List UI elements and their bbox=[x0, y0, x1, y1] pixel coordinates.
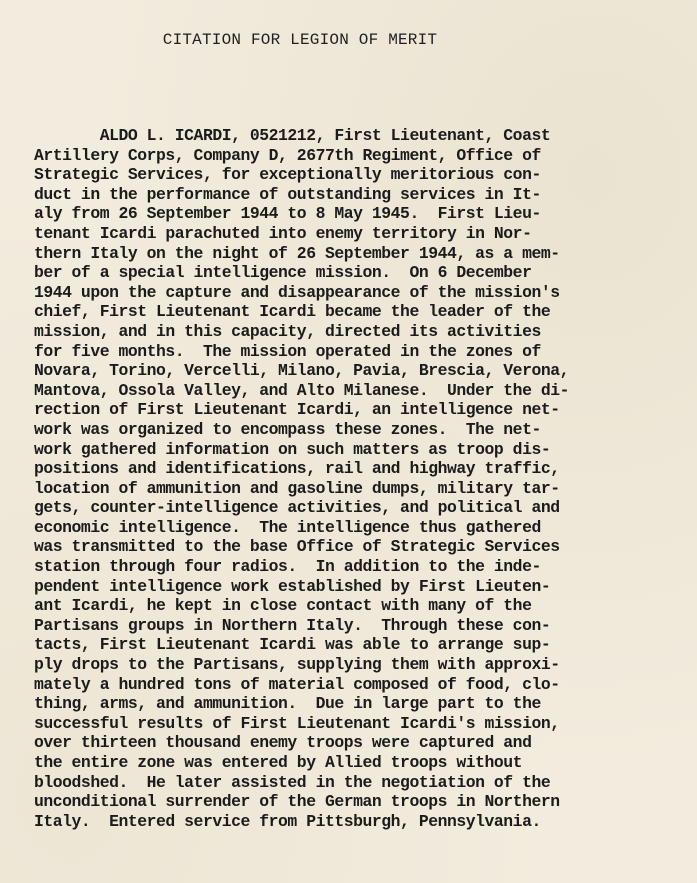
citation-line: mission, and in this capacity, directed its activities bbox=[34, 321, 541, 341]
citation-line: work was organized to encompass these zones. The net- bbox=[34, 419, 541, 439]
citation-line: ber of a special intelligence mission. On 6 December bbox=[34, 263, 532, 283]
citation-line: station through four radios. In addition to the inde- bbox=[34, 557, 541, 577]
citation-line: chief, First Lieutenant Icardi became the leader of the bbox=[34, 302, 551, 322]
citation-line: mately a hundred tons of material composed of food, clo- bbox=[34, 674, 560, 694]
citation-line: pendent intelligence work established by First Lieuten- bbox=[34, 576, 551, 596]
citation-line: work gathered information on such matters as troop dis- bbox=[34, 439, 551, 459]
citation-line: 1944 upon the capture and disappearance of the mission's bbox=[34, 282, 560, 302]
citation-line: Italy. Entered service from Pittsburgh, Pennsylvania. bbox=[34, 811, 541, 831]
citation-line: economic intelligence. The intelligence thus gathered bbox=[34, 517, 541, 537]
citation-line: thern Italy on the night of 26 September 1944, as a mem- bbox=[34, 243, 560, 263]
citation-line: ant Icardi, he kept in close contact with many of the bbox=[34, 596, 532, 616]
citation-line: bloodshed. He later assisted in the negotiation of the bbox=[34, 772, 551, 792]
citation-line: Strategic Services, for exceptionally meritorious con- bbox=[34, 165, 541, 185]
citation-line: location of ammunition and gasoline dumps, military tar- bbox=[34, 478, 560, 498]
citation-line: ALDO L. ICARDI, 0521212, First Lieutenant, Coast bbox=[34, 126, 551, 145]
citation-line: was transmitted to the base Office of Strategic Services bbox=[34, 537, 560, 557]
citation-line: aly from 26 September 1944 to 8 May 1945. First Lieu- bbox=[34, 204, 541, 224]
citation-line: tacts, First Lieutenant Icardi was able to arrange sup- bbox=[34, 635, 551, 655]
citation-body bbox=[34, 126, 569, 831]
citation-line: the entire zone was entered by Allied troops without bbox=[34, 753, 523, 772]
citation-line: over thirteen thousand enemy troops were captured and bbox=[34, 733, 532, 753]
citation-line: rection of First Lieutenant Icardi, an intelligence net- bbox=[34, 400, 560, 420]
citation-line: successful results of First Lieutenant Icardi's mission, bbox=[34, 713, 560, 733]
citation-line: ply drops to the Partisans, supplying them with approxi- bbox=[34, 655, 560, 675]
citation-line: Partisans groups in Northern Italy. Through these con- bbox=[34, 615, 551, 635]
citation-line: unconditional surrender of the German troops in Northern bbox=[34, 792, 560, 812]
citation-line: duct in the performance of outstanding services in It- bbox=[34, 184, 541, 204]
citation-line: Mantova, Ossola Valley, and Alto Milanese. Under the di- bbox=[34, 380, 570, 400]
citation-line: for five months. The mission operated in the zones of bbox=[34, 341, 541, 361]
citation-line: gets, counter-intelligence activities, and political and bbox=[34, 498, 560, 518]
citation-line: tenant Icardi parachuted into enemy territory in Nor- bbox=[34, 223, 532, 243]
citation-line: thing, arms, and ammunition. Due in large part to the bbox=[34, 694, 541, 714]
document-title: CITATION FOR LEGION OF MERIT bbox=[162, 31, 438, 49]
citation-line: positions and identifications, rail and highway traffic, bbox=[34, 459, 560, 479]
citation-line: Artillery Corps, Company D, 2677th Regiment, Office of bbox=[34, 145, 541, 165]
citation-line: Novara, Torino, Vercelli, Milano, Pavia, Brescia, Verona, bbox=[34, 361, 570, 381]
